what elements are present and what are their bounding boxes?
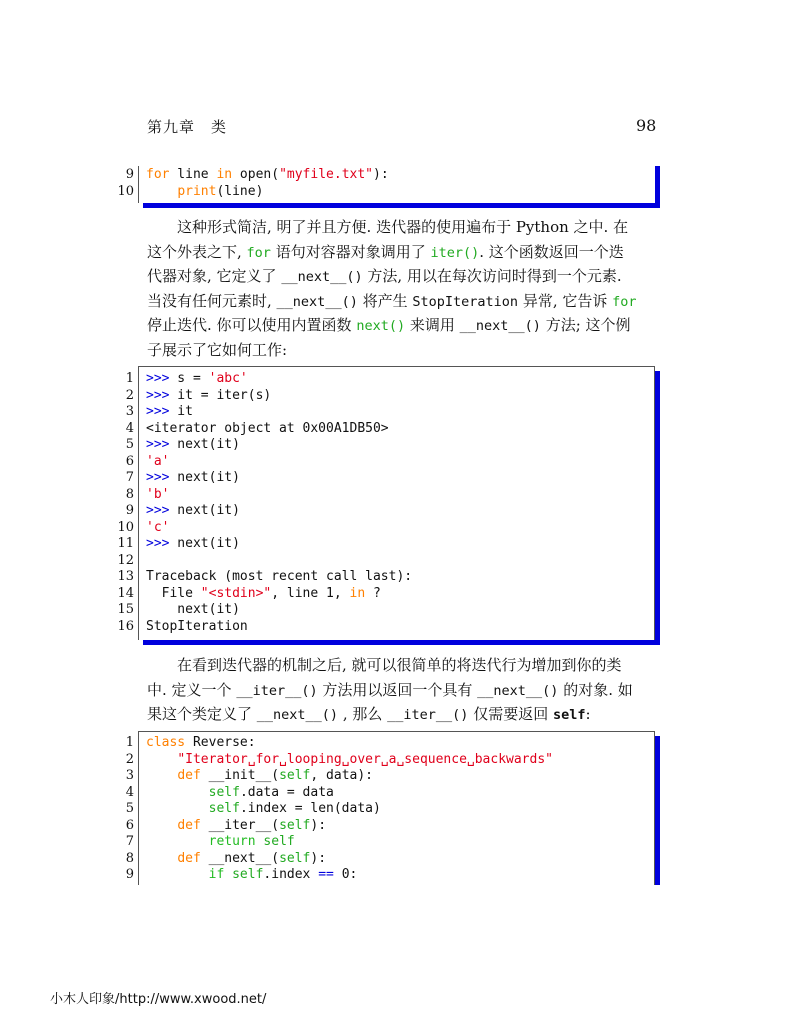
code-token: , line 1, bbox=[271, 585, 350, 601]
code-token: "<stdin>" bbox=[200, 585, 272, 601]
code-text bbox=[146, 421, 389, 438]
code-token: def bbox=[177, 850, 201, 866]
code-token: >>> bbox=[146, 503, 170, 518]
code-token: Reverse: bbox=[185, 735, 256, 750]
code-token: >>> bbox=[146, 371, 170, 386]
code-token: next(it) bbox=[169, 470, 240, 485]
code-token: print bbox=[177, 183, 217, 199]
text-run: 这种形式简洁, 明了并且方便. 迭代器的使用遍布于 Python 之中. 在 bbox=[177, 218, 629, 236]
line-number: 9 bbox=[125, 867, 134, 882]
line-number: 7 bbox=[125, 470, 134, 485]
code-token: <iterator object at 0x00A1DB50> bbox=[146, 420, 389, 436]
inline-code: __next__() bbox=[256, 707, 339, 723]
inline-code: StopIteration bbox=[412, 293, 519, 310]
page-number: 98 bbox=[636, 116, 657, 135]
text-line bbox=[147, 702, 655, 727]
text-line bbox=[147, 338, 655, 363]
code-text bbox=[146, 487, 169, 504]
code-text bbox=[146, 388, 271, 405]
text-run: 果这个类定义了 bbox=[147, 705, 257, 723]
code-text bbox=[146, 167, 389, 184]
code-token: 'a' bbox=[146, 453, 170, 469]
code-token: ): bbox=[373, 167, 389, 182]
code-token: "Iterator␣for␣looping␣over␣a␣sequence␣backwards" bbox=[177, 751, 553, 767]
code-token: 'c' bbox=[146, 519, 170, 535]
line-number: 3 bbox=[125, 404, 134, 419]
code-token: it bbox=[169, 404, 193, 419]
code-token: __next__( bbox=[200, 850, 280, 866]
text-line bbox=[147, 313, 655, 338]
code-text bbox=[146, 867, 357, 884]
inline-code: for bbox=[246, 244, 271, 261]
line-number: 5 bbox=[125, 801, 134, 816]
code-listing-3 bbox=[110, 731, 660, 885]
code-shadow-bottom bbox=[143, 640, 660, 645]
code-token bbox=[146, 818, 177, 833]
line-number: 15 bbox=[117, 602, 134, 617]
code-token: return bbox=[208, 834, 256, 849]
code-token: self bbox=[208, 801, 240, 816]
code-token: StopIteration bbox=[146, 618, 248, 634]
code-text bbox=[146, 536, 240, 553]
code-token: it = iter(s) bbox=[169, 387, 272, 403]
code-text bbox=[146, 503, 240, 520]
code-text bbox=[146, 768, 373, 785]
inline-code: __iter__() bbox=[387, 707, 469, 723]
code-text bbox=[146, 454, 169, 471]
line-number: 2 bbox=[125, 751, 134, 767]
text-run: . 这个函数返回一个迭 bbox=[479, 242, 624, 261]
line-number: 2 bbox=[125, 387, 134, 403]
code-token: >>> bbox=[146, 404, 170, 419]
code-token bbox=[146, 867, 209, 882]
text-line bbox=[147, 653, 655, 678]
code-token: >>> bbox=[146, 437, 170, 452]
code-token bbox=[146, 785, 209, 800]
line-number: 5 bbox=[125, 437, 134, 452]
text-run: 异常, 它告诉 bbox=[518, 291, 613, 310]
code-token: self bbox=[279, 768, 311, 783]
code-text bbox=[146, 851, 326, 868]
code-token bbox=[146, 184, 177, 199]
code-text bbox=[146, 404, 193, 421]
code-token: self bbox=[208, 784, 240, 800]
text-run: 子展示了它如何工作: bbox=[147, 340, 288, 359]
code-text bbox=[146, 752, 553, 769]
code-text bbox=[146, 785, 334, 802]
code-token bbox=[146, 801, 209, 816]
code-token: Traceback (most recent call last): bbox=[146, 569, 413, 584]
code-shadow-bottom bbox=[143, 203, 660, 208]
code-token bbox=[224, 867, 232, 882]
code-token: __iter__( bbox=[200, 817, 280, 833]
code-token: 'b' bbox=[146, 486, 170, 502]
line-number: 10 bbox=[117, 519, 134, 535]
text-run: 停止迭代. 你可以使用内置函数 bbox=[147, 316, 357, 334]
code-text bbox=[146, 619, 248, 636]
line-number: 16 bbox=[117, 618, 134, 634]
line-number: 14 bbox=[117, 585, 134, 601]
line-number: 6 bbox=[125, 453, 134, 469]
inline-code: __next__() bbox=[459, 318, 541, 334]
text-run: 的对象. 如 bbox=[558, 680, 633, 699]
line-number: 7 bbox=[125, 834, 134, 849]
line-number: 6 bbox=[125, 817, 134, 833]
code-shadow-right bbox=[655, 736, 660, 885]
code-token: File bbox=[146, 585, 201, 601]
code-token bbox=[146, 851, 177, 866]
line-number: 9 bbox=[125, 503, 134, 518]
inline-code: for bbox=[612, 293, 637, 310]
code-token: self bbox=[263, 834, 295, 849]
code-token: __init__( bbox=[200, 768, 280, 783]
code-token: .data = data bbox=[239, 784, 334, 800]
inline-code: next() bbox=[356, 318, 406, 334]
text-run: 将产生 bbox=[357, 291, 413, 310]
inline-code: self bbox=[552, 707, 586, 723]
line-number: 8 bbox=[125, 486, 134, 502]
code-token: "myfile.txt" bbox=[279, 167, 373, 182]
code-token: .index = len(data) bbox=[239, 801, 381, 816]
code-shadow-right bbox=[655, 166, 660, 208]
code-token: next(it) bbox=[146, 602, 240, 617]
text-run: 在看到迭代器的机制之后, 就可以很简单的将迭代行为增加到你的类 bbox=[177, 656, 622, 674]
code-text bbox=[146, 184, 263, 201]
code-token: 0: bbox=[333, 867, 358, 882]
code-text bbox=[146, 602, 240, 619]
code-token: .index bbox=[263, 867, 319, 882]
code-token: line bbox=[169, 167, 217, 182]
code-token: s = bbox=[169, 371, 209, 386]
code-token: for bbox=[146, 167, 170, 182]
inline-code: __next__() bbox=[281, 269, 363, 285]
text-run: 中. 定义一个 bbox=[147, 680, 237, 699]
line-number: 9 bbox=[125, 167, 134, 182]
code-token bbox=[146, 768, 177, 783]
inline-code: __next__() bbox=[477, 682, 559, 699]
code-text bbox=[146, 818, 326, 835]
code-text bbox=[146, 569, 412, 586]
code-text bbox=[146, 735, 256, 752]
line-number: 8 bbox=[125, 850, 134, 866]
code-token: next(it) bbox=[169, 503, 240, 518]
code-listing-1 bbox=[110, 166, 660, 208]
line-number: 4 bbox=[125, 784, 134, 800]
code-shadow-right bbox=[655, 371, 660, 645]
text-line bbox=[147, 240, 655, 265]
code-text bbox=[146, 470, 240, 487]
code-token: in bbox=[216, 167, 233, 182]
code-token: if bbox=[208, 867, 225, 882]
text-run: 仅需要返回 bbox=[468, 705, 553, 723]
code-token: next(it) bbox=[169, 437, 240, 452]
text-line bbox=[147, 289, 655, 314]
paragraph-iterators-intro bbox=[147, 215, 655, 362]
code-token: self bbox=[232, 867, 264, 882]
code-listing-2 bbox=[110, 366, 660, 645]
code-token: >>> bbox=[146, 470, 170, 485]
code-token bbox=[146, 752, 177, 767]
line-number: 12 bbox=[117, 552, 134, 568]
inline-code: iter() bbox=[430, 244, 480, 261]
code-token bbox=[146, 834, 209, 849]
text-line bbox=[147, 215, 655, 240]
code-token: ? bbox=[365, 585, 381, 601]
code-token: open( bbox=[232, 167, 280, 182]
code-token: def bbox=[177, 768, 201, 783]
text-run: 方法用以返回一个具有 bbox=[317, 680, 478, 699]
line-number: 1 bbox=[125, 735, 134, 750]
code-text bbox=[146, 371, 248, 388]
code-token: next(it) bbox=[169, 536, 240, 551]
line-number: 11 bbox=[117, 536, 134, 551]
line-number: 13 bbox=[117, 569, 134, 584]
code-token: def bbox=[177, 817, 201, 833]
code-token: class bbox=[146, 735, 186, 750]
inline-code: __iter__() bbox=[236, 682, 318, 699]
text-run: 当没有任何元素时, bbox=[147, 291, 277, 310]
code-token: 'abc' bbox=[208, 371, 248, 386]
code-token: (line) bbox=[216, 183, 264, 199]
code-text bbox=[146, 520, 169, 537]
code-token: ): bbox=[310, 817, 327, 833]
text-run: 方法, 用以在每次访问时得到一个元素. bbox=[362, 267, 622, 285]
code-token: self bbox=[279, 817, 311, 833]
text-line bbox=[147, 678, 655, 703]
line-number: 3 bbox=[125, 768, 134, 783]
text-run: 方法; 这个例 bbox=[540, 316, 631, 334]
code-token: >>> bbox=[146, 387, 170, 403]
chapter-title: 第九章 类 bbox=[147, 118, 228, 136]
watermark-text: 小木人印象/http://www.xwood.net/ bbox=[50, 992, 267, 1007]
code-text bbox=[146, 834, 295, 851]
code-token: ): bbox=[310, 850, 327, 866]
code-token: , data): bbox=[310, 768, 374, 783]
text-run: 来调用 bbox=[405, 316, 460, 334]
inline-code: __next__() bbox=[276, 293, 358, 310]
code-token: in bbox=[349, 585, 366, 601]
line-number: 10 bbox=[117, 183, 134, 199]
text-line bbox=[147, 264, 655, 289]
code-text bbox=[146, 801, 381, 818]
code-token: == bbox=[318, 867, 334, 882]
text-run: , 那么 bbox=[338, 705, 388, 723]
text-run: 这个外表之下, bbox=[147, 242, 247, 261]
text-run: : bbox=[585, 705, 591, 723]
code-token: self bbox=[279, 850, 311, 866]
text-run: 语句对容器对象调用了 bbox=[270, 242, 431, 261]
code-token: >>> bbox=[146, 536, 170, 551]
line-number: 1 bbox=[125, 371, 134, 386]
line-number: 4 bbox=[125, 420, 134, 436]
text-run: 代器对象, 它定义了 bbox=[147, 267, 282, 285]
code-text bbox=[146, 437, 240, 454]
code-text bbox=[146, 586, 381, 603]
paragraph-iterator-behavior bbox=[147, 653, 655, 727]
